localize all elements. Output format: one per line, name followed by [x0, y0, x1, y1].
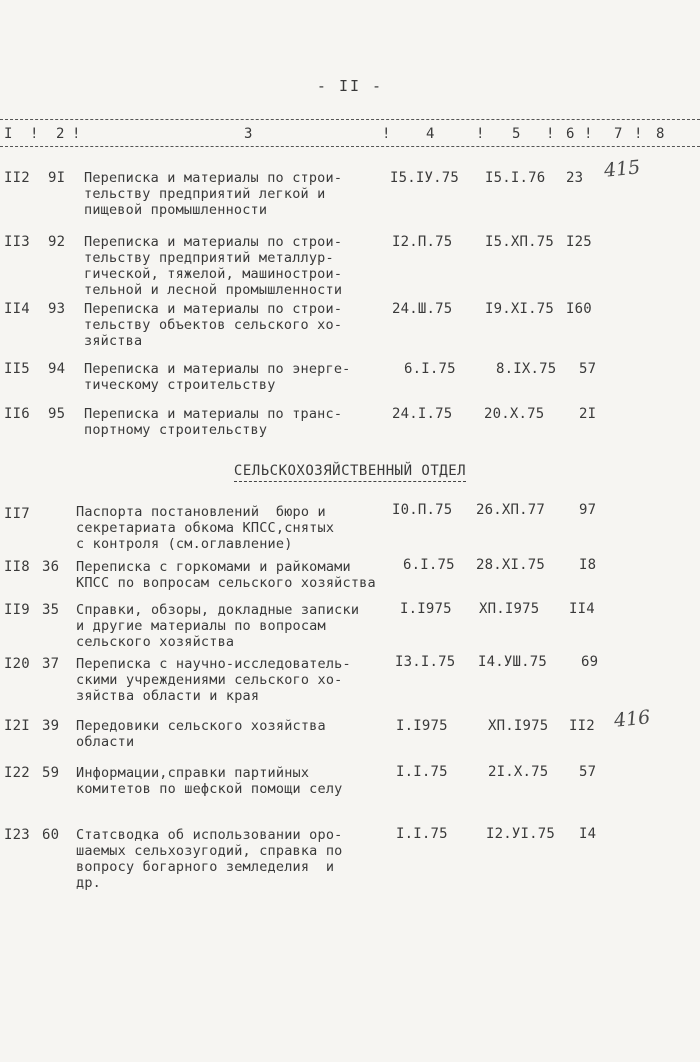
description-line: Паспорта постановлений бюро и	[76, 504, 326, 520]
item-number: II8	[4, 559, 30, 575]
description-line: области	[76, 734, 135, 750]
header-col-1: I	[4, 126, 13, 142]
description-line: тельству предприятий металлур-	[84, 250, 334, 266]
start-date: I2.П.75	[392, 234, 453, 250]
sheet-count: I25	[566, 234, 592, 250]
description-line: Переписка с горкомами и райкомами	[76, 559, 351, 575]
sheet-count: 2I	[579, 406, 597, 422]
end-date: 20.X.75	[484, 406, 545, 422]
item-number: II3	[4, 234, 30, 250]
header-sep: !	[634, 126, 643, 142]
description-line: скими учреждениями сельского хо-	[76, 672, 343, 688]
header-col-7: 7	[614, 126, 623, 142]
item-number: I22	[4, 765, 30, 781]
description-line: портному строительству	[84, 422, 268, 438]
description-line: Статсводка об использовании оро-	[76, 827, 343, 843]
header-col-8: 8	[656, 126, 665, 142]
description-line: секретариата обкома КПСС,снятых	[76, 520, 335, 536]
header-col-6: 6	[566, 126, 575, 142]
sheet-count: I8	[579, 557, 597, 573]
start-date: 6.I.75	[404, 361, 456, 377]
start-date: I0.П.75	[392, 502, 453, 518]
sheet-count: 69	[581, 654, 599, 670]
item-number: II7	[4, 506, 30, 522]
header-col-3: 3	[244, 126, 253, 142]
end-date: 28.XI.75	[476, 557, 546, 573]
file-number: 9I	[48, 170, 66, 186]
file-number: 92	[48, 234, 66, 250]
end-date: I2.УI.75	[486, 826, 556, 842]
item-number: II5	[4, 361, 30, 377]
description-line: пищевой промышленности	[84, 202, 268, 218]
header-top-rule	[0, 119, 700, 120]
start-date: 24.Ш.75	[392, 301, 453, 317]
end-date: I4.УШ.75	[478, 654, 548, 670]
description-line: Переписка и материалы по строи-	[84, 170, 343, 186]
file-number: 59	[42, 765, 60, 781]
item-number: I23	[4, 827, 30, 843]
description-line: Переписка и материалы по энерге-	[84, 361, 351, 377]
description-line: зяйства области и края	[76, 688, 260, 704]
end-date: 8.IX.75	[496, 361, 557, 377]
start-date: 24.I.75	[392, 406, 453, 422]
end-date: 26.XП.77	[476, 502, 546, 518]
sheet-count: II4	[569, 601, 595, 617]
item-number: II2	[4, 170, 30, 186]
item-number: II4	[4, 301, 30, 317]
description-line: тельству предприятий легкой и	[84, 186, 326, 202]
description-line: тельству объектов сельского хо-	[84, 317, 343, 333]
item-number: I2I	[4, 718, 30, 734]
description-line: с контроля (см.оглавление)	[76, 536, 293, 552]
sheet-count: II2	[569, 718, 595, 734]
description-line: шаемых сельхозугодий, справка по	[76, 843, 343, 859]
header-sep: !	[546, 126, 555, 142]
description-line: Переписка и материалы по строи-	[84, 234, 343, 250]
description-line: тическому строительству	[84, 377, 276, 393]
header-sep: !	[584, 126, 593, 142]
item-number: I20	[4, 656, 30, 672]
end-date: 2I.X.75	[488, 764, 549, 780]
handwritten-sheet-number: 415	[602, 156, 642, 182]
end-date: I5.XП.75	[485, 234, 555, 250]
header-bottom-rule	[0, 146, 700, 147]
section-title	[0, 463, 700, 479]
description-line: КПСС по вопросам сельского хозяйства	[76, 575, 376, 591]
item-number: II6	[4, 406, 30, 422]
description-line: комитетов по шефской помощи селу	[76, 781, 343, 797]
start-date: I.I975	[400, 601, 452, 617]
header-sep: !	[476, 126, 485, 142]
description-line: зяйства	[84, 333, 143, 349]
description-line: Переписка с научно-исследователь-	[76, 656, 351, 672]
start-date: I.I.75	[396, 826, 448, 842]
start-date: I.I.75	[396, 764, 448, 780]
description-line: Передовики сельского хозяйства	[76, 718, 326, 734]
end-date: I9.XI.75	[485, 301, 555, 317]
handwritten-sheet-number: 416	[612, 706, 652, 732]
header-sep: !	[72, 126, 81, 142]
item-number: II9	[4, 602, 30, 618]
start-date: I5.IУ.75	[390, 170, 460, 186]
sheet-count: 57	[579, 361, 597, 377]
header-col-2: 2	[56, 126, 65, 142]
file-number: 93	[48, 301, 66, 317]
end-date: XП.I975	[479, 601, 540, 617]
file-number: 35	[42, 602, 60, 618]
file-number: 60	[42, 827, 60, 843]
sheet-count: I60	[566, 301, 592, 317]
header-sep: !	[382, 126, 391, 142]
end-date: XП.I975	[488, 718, 549, 734]
file-number: 39	[42, 718, 60, 734]
file-number: 94	[48, 361, 66, 377]
description-line: тельной и лесной промышленности	[84, 282, 343, 298]
sheet-count: 23	[566, 170, 584, 186]
header-col-5: 5	[512, 126, 521, 142]
start-date: I.I975	[396, 718, 448, 734]
section-title-text: СЕЛЬСКОХОЗЯЙСТВЕННЫЙ ОТДЕЛ	[234, 463, 466, 482]
header-col-4: 4	[426, 126, 435, 142]
description-line: др.	[76, 875, 101, 891]
sheet-count: 57	[579, 764, 597, 780]
header-sep: !	[30, 126, 39, 142]
file-number: 95	[48, 406, 66, 422]
description-line: вопросу богарного земледелия и	[76, 859, 335, 875]
description-line: и другие материалы по вопросам	[76, 618, 326, 634]
description-line: Переписка и материалы по строи-	[84, 301, 343, 317]
page-number: - II -	[316, 77, 384, 95]
sheet-count: 97	[579, 502, 597, 518]
description-line: Переписка и материалы по транс-	[84, 406, 343, 422]
start-date: I3.I.75	[395, 654, 456, 670]
sheet-count: I4	[579, 826, 597, 842]
description-line: Справки, обзоры, докладные записки	[76, 602, 360, 618]
start-date: 6.I.75	[403, 557, 455, 573]
description-line: гической, тяжелой, машинострои-	[84, 266, 343, 282]
description-line: Информации,справки партийных	[76, 765, 310, 781]
file-number: 37	[42, 656, 60, 672]
file-number: 36	[42, 559, 60, 575]
end-date: I5.I.76	[485, 170, 546, 186]
description-line: сельского хозяйства	[76, 634, 235, 650]
